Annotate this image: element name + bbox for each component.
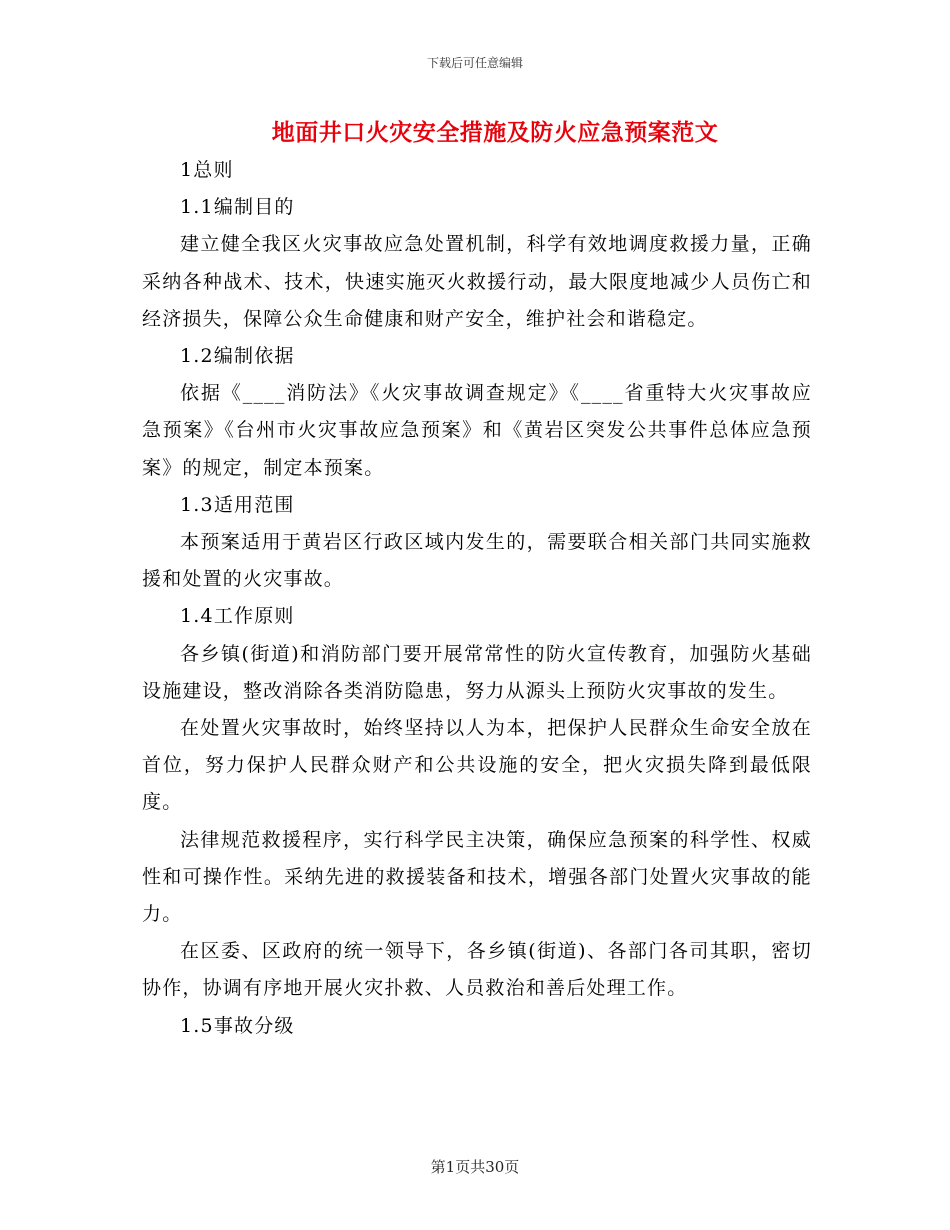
body-paragraph: 在处置火灾事故时，始终坚持以人为本，把保护人民群众生命安全放在首位，努力保护人民群众财产和公共设施的安全，把火灾损失降到最低限度。 — [142, 717, 812, 814]
body-paragraph: 依据《____消防法》《火灾事故调查规定》《____省重特大火灾事故应急预案》《台州市火灾事故应急预案》和《黄岩区突发公共事件总体应急预案》的规定，制定本预案。 — [142, 382, 812, 479]
document-title: 地面井口火灾安全措施及防火应急预案范文 — [271, 119, 719, 146]
body-paragraph: 本预案适用于黄岩区行政区域内发生的，需要联合相关部门共同实施救援和处置的火灾事故。 — [142, 531, 812, 591]
section-heading: 1.5事故分级 — [180, 1014, 295, 1037]
section-heading: 1.4工作原则 — [180, 605, 295, 628]
body-paragraph: 法律规范救援程序，实行科学民主决策，确保应急预案的科学性、权威性和可操作性。采纳先进的救援装备和技术，增强各部门处置火灾事故的能力。 — [142, 828, 812, 926]
body-paragraph: 各乡镇(街道)和消防部门要开展常常性的防火宣传教育，加强防火基础设施建设，整改消除各类消防隐患，努力从源头上预防火灾事故的发生。 — [142, 642, 812, 702]
section-heading: 1.2编制依据 — [180, 345, 295, 368]
section-heading: 1总则 — [180, 159, 234, 181]
section-heading: 1.3适用范围 — [180, 493, 295, 516]
document-body — [142, 152, 812, 1045]
body-paragraph: 建立健全我区火灾事故应急处置机制，科学有效地调度救援力量，正确采纳各种战术、技术，快速实施灭火救援行动，最大限度地减少人员伤亡和经济损失，保障公众生命健康和财产安全，维护社会和谐稳定。 — [142, 233, 812, 330]
body-paragraph: 在区委、区政府的统一领导下，各乡镇(街道)、各部门各司其职，密切协作，协调有序地开展火灾扑救、人员救治和善后处理工作。 — [142, 940, 812, 1000]
section-heading: 1.1编制目的 — [180, 196, 295, 219]
header-note: 下载后可任意编辑 — [426, 56, 523, 70]
page-number: 第1页共30页 — [430, 1158, 520, 1176]
